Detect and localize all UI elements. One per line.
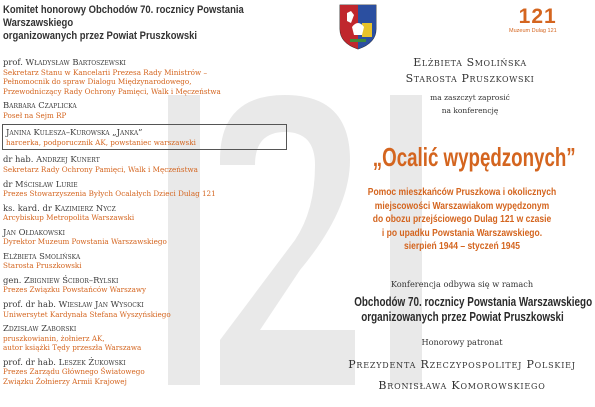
member-role: Prezes Stowarzyszenia Byłych Ocalałych Dzieci Dulag 121 xyxy=(3,189,216,199)
committee-heading-line2: organizowanych przez Powiat Pruszkowski xyxy=(3,30,197,42)
member-prefix: dr hab. xyxy=(3,154,34,165)
desc-line: sierpień 1944 – styczeń 1945 xyxy=(403,241,521,253)
member-name xyxy=(3,179,303,190)
member-role: pruszkowianin, żołnierz AK, xyxy=(3,333,105,343)
member-name xyxy=(3,323,303,334)
member-name xyxy=(6,127,282,138)
committee-member xyxy=(3,179,303,199)
member-surname: Zdzisław Zaborski xyxy=(3,323,77,334)
member-surname: Mścisław Lurie xyxy=(15,178,78,189)
desc-line: Pomoc mieszkańców Pruszkowa i okolicznych xyxy=(367,187,557,198)
committee-member xyxy=(3,100,303,120)
obch-line: Obchodów 70. rocznicy Powstania Warszawskiego xyxy=(354,294,593,309)
member-name xyxy=(3,154,303,165)
member-name xyxy=(3,299,303,310)
committee-heading-line1: Komitet honorowy Obchodów 70. rocznicy Powstania Warszawskiego xyxy=(3,4,244,29)
member-role: Pełnomocnik do spraw Dialogu Międzynarodowego, xyxy=(3,77,192,87)
commemoration-heading xyxy=(320,294,595,324)
pres-line: Bronisława Komorowskiego xyxy=(378,379,546,392)
committee-member xyxy=(2,124,287,150)
inviter-block xyxy=(340,55,595,117)
member-role: Starosta Pruszkowski xyxy=(3,261,82,271)
committee-member xyxy=(3,275,303,295)
committee-member xyxy=(3,57,303,96)
member-surname: Leszek Żukowski xyxy=(58,356,126,367)
member-role: Sekretarz Stanu w Kancelarii Prezesa Rady Ministrów – xyxy=(3,67,208,77)
member-role: Sekretarz Rady Ochrony Pamięci, Walk i Męczeństwa xyxy=(3,164,198,174)
patron-name xyxy=(327,354,595,396)
member-surname: Elżbieta Smolińska xyxy=(3,250,81,261)
conference-title: „Ocalić wypędzonych” xyxy=(372,142,576,172)
member-role: Uniwersytet Kardynała Stefana Wyszyńskiego xyxy=(3,309,171,319)
member-surname: Andrzej Kunert xyxy=(36,154,100,165)
framing-text: Konferencja odbywa się w ramach xyxy=(390,279,534,289)
member-role: autor książki Tędy przeszła Warszawa xyxy=(3,343,142,353)
member-role: Dyrektor Muzeum Powstania Warszawskiego xyxy=(3,237,167,247)
committee-member xyxy=(3,357,303,387)
conference-description xyxy=(327,186,595,254)
member-prefix: prof. xyxy=(3,57,23,67)
committee-member xyxy=(3,203,303,223)
committee-member xyxy=(3,251,303,271)
committee-member xyxy=(3,299,303,319)
committee-member xyxy=(3,227,303,247)
member-surname: Zbigniew Ścibor–Rylski xyxy=(24,274,119,285)
logo-number: 121 xyxy=(518,5,557,28)
invite-line1: ma zaszczyt zaprosić xyxy=(430,93,510,102)
honorary-committee xyxy=(3,4,303,391)
member-role: Arcybiskup Metropolita Warszawski xyxy=(3,213,135,223)
member-prefix: ks. kard. dr xyxy=(3,202,52,213)
obch-line: organizowanych przez Powiat Pruszkowski xyxy=(361,309,564,324)
member-name xyxy=(3,100,303,111)
pres-line: Prezydenta Rzeczypospolitej Polskiej xyxy=(348,358,576,371)
member-surname: Janina Kulesza–Kurowska „Janka” xyxy=(6,127,143,138)
member-role: Prezes Zarządu Głównego Światowego xyxy=(3,367,145,377)
member-name xyxy=(3,251,303,262)
member-role: Związku Żołnierzy Armii Krajowej xyxy=(3,376,127,386)
desc-line: miejscowości Warszawiakom wypędzonym xyxy=(374,200,550,212)
member-name xyxy=(3,57,303,68)
member-surname: Wiesław Jan Wysocki xyxy=(58,299,144,310)
desc-line: i po upadku Powstania Warszawskiego. xyxy=(381,227,543,239)
invite-line2: na konferencję xyxy=(441,106,499,115)
host-name: Elżbieta Smolińska xyxy=(413,56,527,69)
member-prefix: gen. xyxy=(3,274,22,285)
logo-caption: Muzeum Dulag 121 xyxy=(509,28,557,34)
member-prefix: dr xyxy=(3,178,13,189)
member-role: Prezes Związku Powstańców Warszawy xyxy=(3,285,147,295)
committee-member xyxy=(3,323,303,353)
patronage-label: Honorowy patronat xyxy=(421,337,503,347)
member-name xyxy=(3,203,303,214)
member-name xyxy=(3,227,303,238)
host-title: Starosta Pruszkowski xyxy=(405,72,535,85)
member-role: harcerka, podporucznik AK, powstaniec warszawski xyxy=(6,137,196,147)
member-prefix: prof. dr hab. xyxy=(3,299,56,310)
member-role: Poseł na Sejm RP xyxy=(3,110,67,120)
member-surname: Barbara Czaplicka xyxy=(3,100,77,111)
committee-heading xyxy=(3,4,295,43)
member-name xyxy=(3,275,303,286)
member-name xyxy=(3,357,303,368)
member-prefix: prof. dr hab. xyxy=(3,356,56,367)
committee-member-list xyxy=(3,57,303,387)
member-surname: Jan Ołdakowski xyxy=(3,226,65,237)
coat-of-arms-icon xyxy=(338,3,378,51)
museum-logo xyxy=(509,6,557,34)
member-role: Przewodniczący Rady Ochrony Pamięci, Walk i Męczeństwa xyxy=(3,86,221,96)
desc-line: do obozu przejściowego Dulag 121 w czasie xyxy=(372,214,552,226)
member-surname: Kazimierz Nycz xyxy=(54,202,116,213)
member-surname: Władysław Bartoszewski xyxy=(25,57,126,67)
committee-member xyxy=(3,154,303,174)
